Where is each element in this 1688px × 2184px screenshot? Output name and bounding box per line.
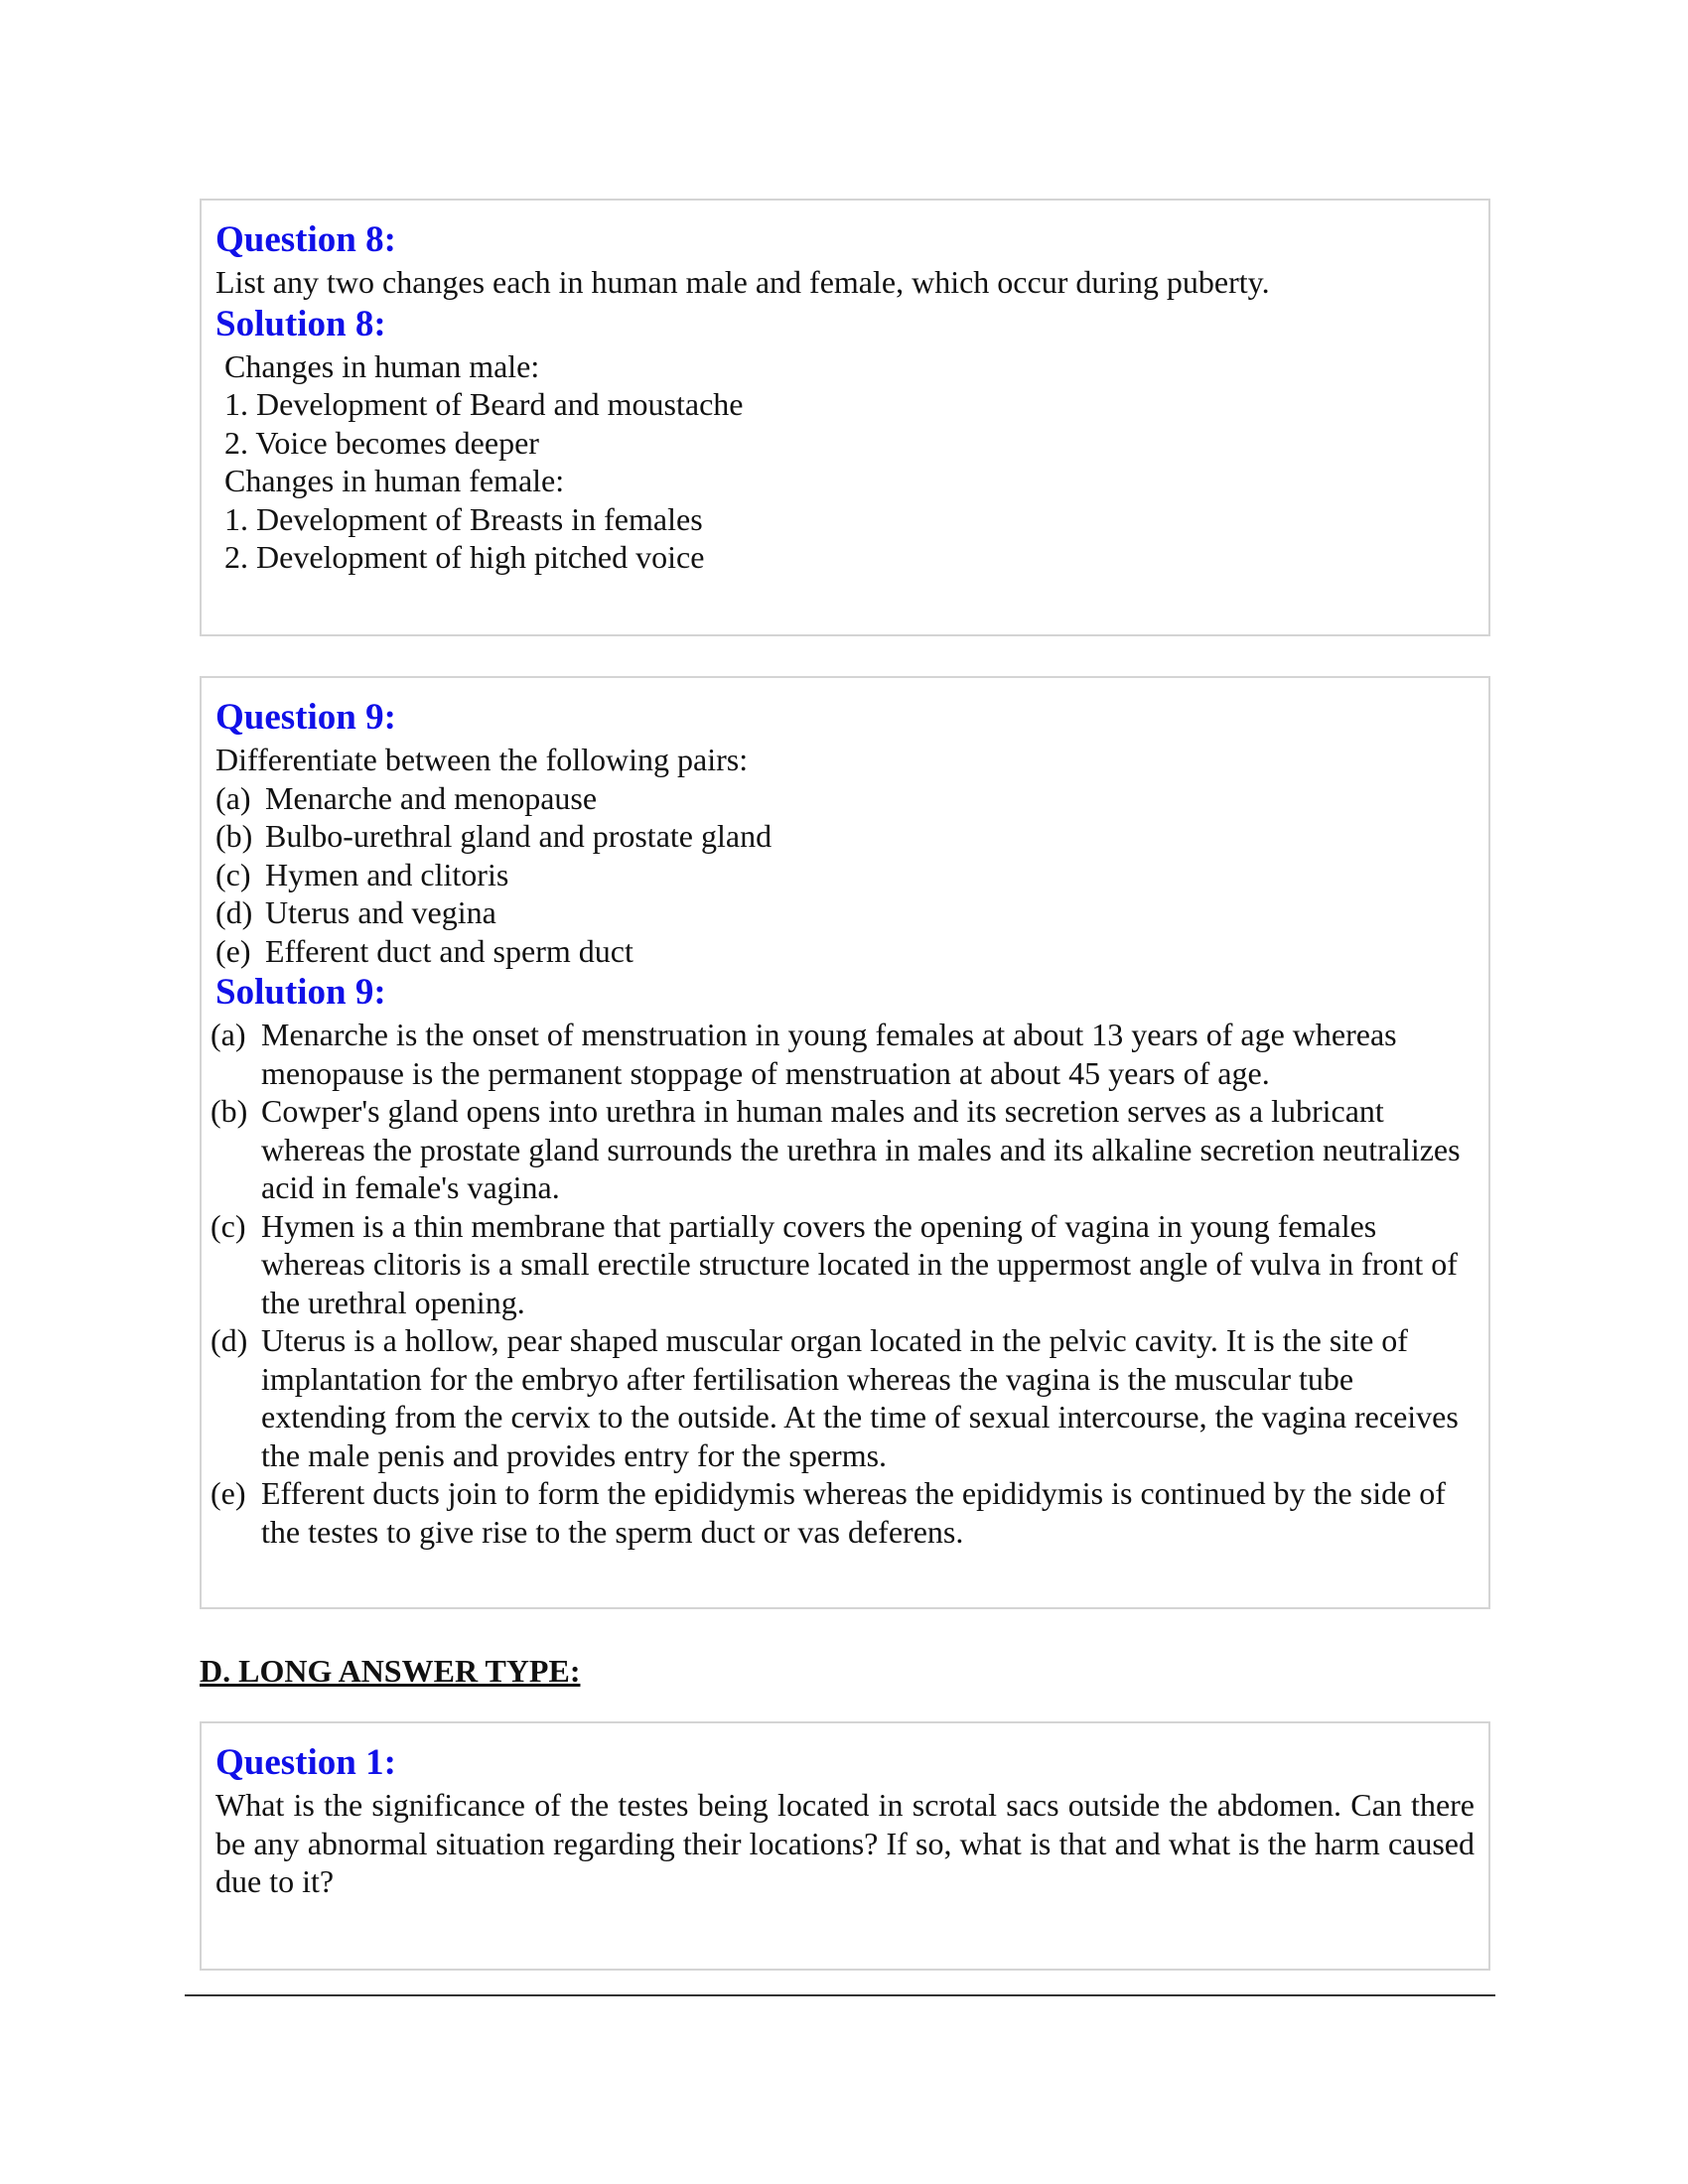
solution-8-title: Solution 8: [215, 303, 386, 344]
item-text: Uterus and vegina [265, 894, 496, 930]
question-9-item [215, 856, 1475, 894]
solution-9-title: Solution 9: [215, 972, 386, 1013]
item-text: Menarche and menopause [265, 779, 598, 816]
question-9-card [200, 676, 1490, 1609]
section-d-heading: D. LONG ANSWER TYPE: [200, 1653, 581, 1689]
question-9-intro: Differentiate between the following pairs: [215, 742, 749, 777]
solution-8-line: 2. Development of high pitched voice [224, 539, 705, 575]
solution-9-items [211, 1016, 1475, 1551]
item-marker: (e) [215, 932, 251, 969]
item-text: Menarche is the onset of menstruation in young females at about 13 years of age whereas menopause is the permanent stoppage of menstruation at about 45 years of age. [261, 1017, 1397, 1091]
solution-8-line: Changes in human female: [224, 463, 565, 498]
question-1-card [200, 1721, 1490, 1971]
item-marker: (d) [211, 1322, 248, 1358]
solution-8-line: 1. Development of Beard and moustache [224, 386, 744, 422]
question-1-title: Question 1: [215, 1742, 396, 1783]
question-9-title: Question 9: [215, 697, 396, 738]
item-marker: (b) [211, 1093, 248, 1129]
question-9-item [215, 932, 1475, 971]
question-8-title: Question 8: [215, 219, 396, 260]
item-text: Hymen is a thin membrane that partially covers the opening of vagina in young females whereas clitoris is a small erectile structure located in the uppermost angle of vulva in front of the urethral opening. [261, 1207, 1458, 1320]
item-marker: (c) [211, 1207, 246, 1244]
solution-8-line: 1. Development of Breasts in females [224, 500, 703, 537]
item-text: Bulbo-urethral gland and prostate gland [265, 818, 773, 854]
solution-9-item [211, 1092, 1475, 1207]
item-marker: (a) [215, 779, 251, 816]
item-text: Efferent ducts join to form the epididymis whereas the epididymis is continued by the side of the testes to give rise to the sperm duct or vas deferens. [261, 1475, 1446, 1550]
question-9-items [215, 779, 1475, 971]
solution-9-item [211, 1207, 1475, 1322]
question-9-item [215, 817, 1475, 856]
item-marker: (e) [211, 1475, 246, 1511]
question-8-card [200, 199, 1490, 636]
solution-9-item [211, 1016, 1475, 1092]
item-marker: (b) [215, 818, 253, 854]
solution-8-body [215, 347, 1475, 577]
solution-9-item [211, 1474, 1475, 1551]
question-8-text: List any two changes each in human male and female, which occur during puberty. [215, 264, 1270, 300]
solution-9-item [211, 1321, 1475, 1474]
item-marker: (c) [215, 856, 251, 892]
solution-8-line: 2. Voice becomes deeper [224, 424, 539, 461]
question-9-item [215, 779, 1475, 818]
item-text: Uterus is a hollow, pear shaped muscular organ located in the pelvic cavity. It is the site of implantation for the embryo after fertilisation whereas the vagina is the muscular tube extending from the cervix to the outside. At the time of sexual intercourse, the vagina receives the male penis and provides entry for the sperms. [261, 1322, 1459, 1473]
item-text: Hymen and clitoris [265, 856, 509, 892]
question-9-item [215, 893, 1475, 932]
page-bottom-divider [185, 1994, 1495, 1996]
item-marker: (d) [215, 894, 253, 930]
solution-8-line: Changes in human male: [224, 347, 540, 384]
question-1-text: What is the significance of the testes being located in scrotal sacs outside the abdomen. Can there be any abnormal situation regarding their locations? If so, what is that and what is the harm caused due to it? [215, 1787, 1475, 1899]
item-text: Efferent duct and sperm duct [265, 932, 633, 969]
item-text: Cowper's gland opens into urethra in human males and its secretion serves as a lubricant whereas the prostate gland surrounds the urethra in males and its alkaline secretion neutralizes acid in female's vagina. [261, 1093, 1461, 1205]
item-marker: (a) [211, 1017, 246, 1052]
